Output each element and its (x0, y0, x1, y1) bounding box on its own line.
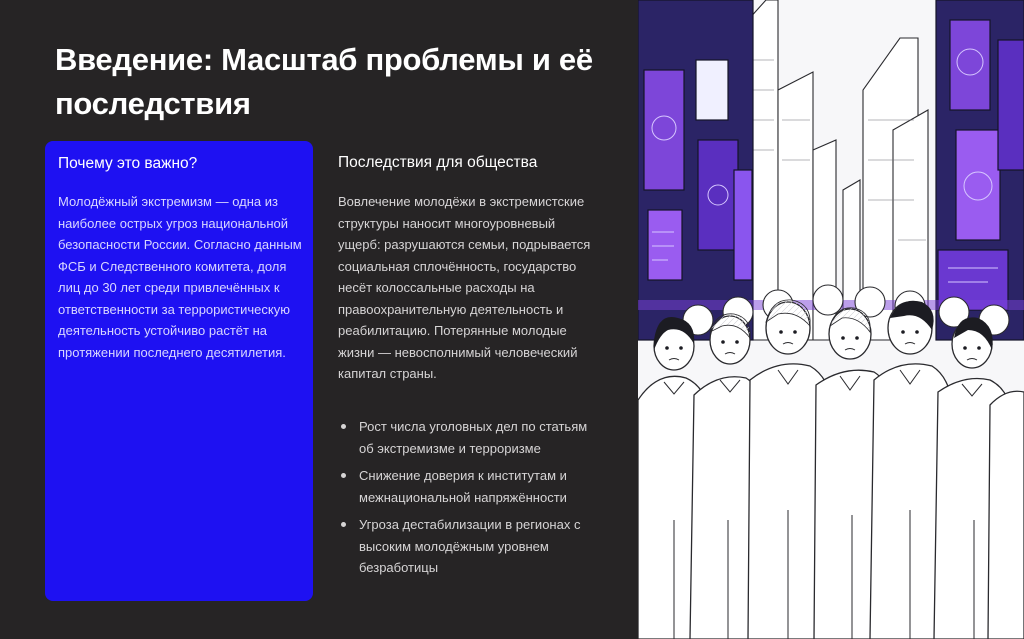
list-item: Снижение доверия к институтам и межнациональной напряжённости (338, 465, 600, 508)
why-important-card (45, 141, 313, 601)
slide-title: Введение: Масштаб проблемы и её последствия (55, 42, 593, 121)
consequences-heading: Последствия для общества (338, 154, 538, 171)
card-heading: Почему это важно? (58, 155, 198, 172)
consequences-text: Вовлечение молодёжи в экстремистские структуры наносит многоуровневый ущерб: разрушаются семьи, подрывается социальная сплочённость, государство несёт колоссальные расходы на правоохранительную деятельность и реабилитацию. Потерянные молодые жизни — невосполнимый человеческий капитал страны. (338, 194, 591, 381)
list-item: Угроза дестабилизации в регионах с высоким молодёжным уровнем безработицы (338, 514, 600, 579)
list-item: Рост числа уголовных дел по статьям об экстремизме и терроризме (338, 416, 600, 459)
crowd-city-illustration (638, 0, 1024, 639)
card-body-text: Молодёжный экстремизм — одна из наиболее острых угроз национальной безопасности России. Согласно данным ФСБ и Следственного комитета, доля лиц до 30 лет среди привлечённых к ответственности за террористическую деятельность устойчиво растёт на протяжении последнего десятилетия. (58, 194, 302, 360)
consequences-list (338, 416, 600, 585)
